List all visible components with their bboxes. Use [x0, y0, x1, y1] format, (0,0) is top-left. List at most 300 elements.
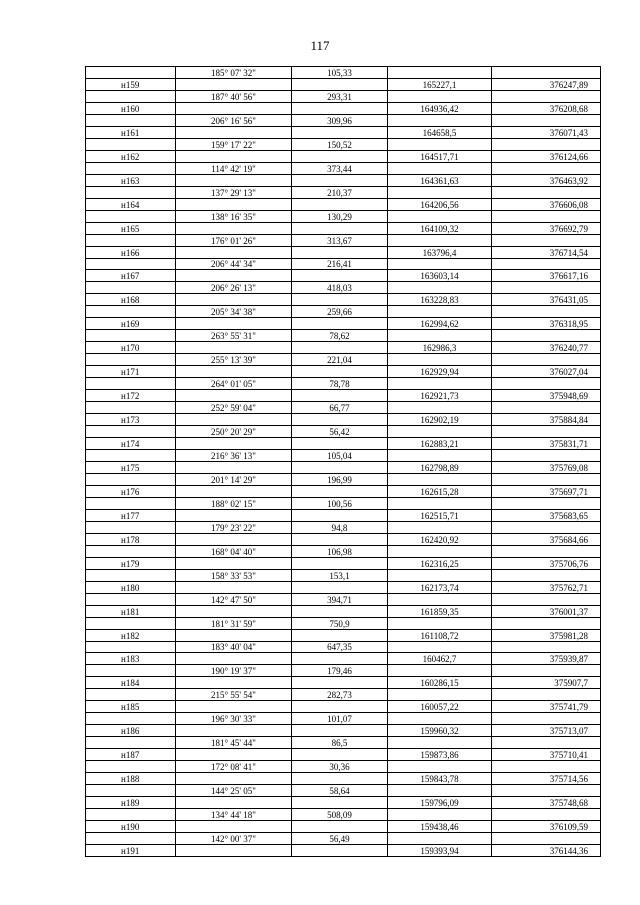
point-row [86, 629, 601, 641]
angle-cell: 158° 33' 53" [176, 569, 292, 581]
point-name-cell: н169 [86, 318, 176, 330]
angle-cell [176, 773, 292, 785]
x-coordinate-cell: 164109,32 [388, 222, 492, 234]
angle-cell: 138° 16' 35" [176, 210, 292, 222]
y-coordinate-cell: 375939,87 [492, 653, 601, 665]
point-row [86, 318, 601, 330]
point-name-cell [86, 234, 176, 246]
x-coordinate-cell: 161859,35 [388, 605, 492, 617]
point-name-cell: н171 [86, 366, 176, 378]
angle-cell: 250° 20' 29" [176, 426, 292, 438]
segment-row [86, 713, 601, 725]
x-coordinate-cell: 159438,46 [388, 821, 492, 833]
angle-cell [176, 246, 292, 258]
x-coordinate-cell: 164361,63 [388, 174, 492, 186]
y-coordinate-cell [492, 306, 601, 318]
angle-cell [176, 725, 292, 737]
point-row [86, 701, 601, 713]
distance-cell [292, 844, 388, 856]
distance-cell [292, 821, 388, 833]
point-name-cell [86, 809, 176, 821]
y-coordinate-cell: 375981,28 [492, 629, 601, 641]
point-name-cell: н187 [86, 749, 176, 761]
point-row [86, 246, 601, 258]
x-coordinate-cell: 159873,86 [388, 749, 492, 761]
y-coordinate-cell: 375831,71 [492, 438, 601, 450]
point-name-cell: н177 [86, 509, 176, 521]
y-coordinate-cell: 375884,84 [492, 414, 601, 426]
distance-cell: 216,41 [292, 258, 388, 270]
point-name-cell: н180 [86, 581, 176, 593]
angle-cell: 144° 25' 05" [176, 785, 292, 797]
point-name-cell: н174 [86, 438, 176, 450]
x-coordinate-cell: 159796,09 [388, 797, 492, 809]
segment-row [86, 665, 601, 677]
y-coordinate-cell [492, 665, 601, 677]
x-coordinate-cell [388, 258, 492, 270]
y-coordinate-cell [492, 521, 601, 533]
angle-cell: 179° 23' 22" [176, 521, 292, 533]
point-name-cell [86, 641, 176, 653]
angle-cell [176, 174, 292, 186]
distance-cell: 101,07 [292, 713, 388, 725]
y-coordinate-cell [492, 593, 601, 605]
y-coordinate-cell: 375762,71 [492, 581, 601, 593]
angle-cell: 142° 47' 50" [176, 593, 292, 605]
x-coordinate-cell: 160462,7 [388, 653, 492, 665]
x-coordinate-cell: 159393,94 [388, 844, 492, 856]
y-coordinate-cell [492, 641, 601, 653]
y-coordinate-cell [492, 330, 601, 342]
x-coordinate-cell: 164517,71 [388, 150, 492, 162]
y-coordinate-cell [492, 689, 601, 701]
angle-cell [176, 844, 292, 856]
angle-cell: 137° 29' 13" [176, 186, 292, 198]
point-name-cell [86, 282, 176, 294]
x-coordinate-cell: 160286,15 [388, 677, 492, 689]
point-row [86, 557, 601, 569]
point-row [86, 797, 601, 809]
point-name-cell: н181 [86, 605, 176, 617]
x-coordinate-cell [388, 306, 492, 318]
distance-cell: 210,37 [292, 186, 388, 198]
angle-cell: 205° 34' 38" [176, 306, 292, 318]
x-coordinate-cell [388, 330, 492, 342]
angle-cell: 181° 31' 59" [176, 617, 292, 629]
angle-cell: 190° 19' 37" [176, 665, 292, 677]
point-name-cell: н178 [86, 533, 176, 545]
y-coordinate-cell: 376431,05 [492, 294, 601, 306]
point-name-cell [86, 497, 176, 509]
y-coordinate-cell: 376606,08 [492, 198, 601, 210]
point-row [86, 677, 601, 689]
distance-cell [292, 366, 388, 378]
angle-cell: 114° 42' 19" [176, 162, 292, 174]
y-coordinate-cell: 375769,08 [492, 461, 601, 473]
x-coordinate-cell [388, 665, 492, 677]
angle-cell [176, 78, 292, 90]
point-row [86, 102, 601, 114]
y-coordinate-cell: 375706,76 [492, 557, 601, 569]
point-name-cell [86, 402, 176, 414]
distance-cell: 105,04 [292, 450, 388, 462]
point-name-cell: н184 [86, 677, 176, 689]
distance-cell [292, 485, 388, 497]
segment-row [86, 569, 601, 581]
angle-cell [176, 653, 292, 665]
x-coordinate-cell [388, 354, 492, 366]
distance-cell [292, 461, 388, 473]
segment-row [86, 473, 601, 485]
x-coordinate-cell: 164658,5 [388, 126, 492, 138]
angle-cell [176, 438, 292, 450]
angle-cell: 183° 40' 04" [176, 641, 292, 653]
distance-cell: 66,77 [292, 402, 388, 414]
point-row [86, 725, 601, 737]
x-coordinate-cell: 162615,28 [388, 485, 492, 497]
point-name-cell [86, 450, 176, 462]
x-coordinate-cell [388, 833, 492, 845]
y-coordinate-cell [492, 258, 601, 270]
point-name-cell [86, 426, 176, 438]
point-row [86, 198, 601, 210]
point-name-cell: н159 [86, 78, 176, 90]
coordinates-table-body [86, 67, 601, 857]
segment-row [86, 689, 601, 701]
y-coordinate-cell [492, 617, 601, 629]
point-row [86, 150, 601, 162]
y-coordinate-cell [492, 473, 601, 485]
distance-cell [292, 677, 388, 689]
distance-cell [292, 150, 388, 162]
x-coordinate-cell [388, 545, 492, 557]
x-coordinate-cell: 162798,89 [388, 461, 492, 473]
distance-cell: 179,46 [292, 665, 388, 677]
distance-cell [292, 270, 388, 282]
angle-cell [176, 342, 292, 354]
segment-row [86, 497, 601, 509]
x-coordinate-cell [388, 162, 492, 174]
y-coordinate-cell: 376208,68 [492, 102, 601, 114]
point-name-cell [86, 665, 176, 677]
point-row [86, 174, 601, 186]
segment-row [86, 641, 601, 653]
y-coordinate-cell: 375684,66 [492, 533, 601, 545]
point-name-cell [86, 785, 176, 797]
x-coordinate-cell [388, 569, 492, 581]
angle-cell [176, 390, 292, 402]
point-row [86, 773, 601, 785]
distance-cell: 78,78 [292, 378, 388, 390]
point-row [86, 342, 601, 354]
x-coordinate-cell: 160057,22 [388, 701, 492, 713]
y-coordinate-cell: 376247,89 [492, 78, 601, 90]
point-name-cell: н188 [86, 773, 176, 785]
x-coordinate-cell [388, 521, 492, 533]
x-coordinate-cell [388, 497, 492, 509]
point-name-cell: н161 [86, 126, 176, 138]
y-coordinate-cell: 376318,95 [492, 318, 601, 330]
point-row [86, 844, 601, 856]
point-name-cell: н164 [86, 198, 176, 210]
point-name-cell: н190 [86, 821, 176, 833]
angle-cell [176, 821, 292, 833]
angle-cell: 134° 44' 18" [176, 809, 292, 821]
point-row [86, 461, 601, 473]
segment-row [86, 761, 601, 773]
y-coordinate-cell [492, 450, 601, 462]
segment-row [86, 521, 601, 533]
point-name-cell: н185 [86, 701, 176, 713]
x-coordinate-cell [388, 689, 492, 701]
segment-row [86, 737, 601, 749]
distance-cell [292, 629, 388, 641]
x-coordinate-cell [388, 378, 492, 390]
angle-cell [176, 509, 292, 521]
segment-row [86, 354, 601, 366]
point-row [86, 438, 601, 450]
distance-cell [292, 198, 388, 210]
angle-cell: 206° 16' 56" [176, 114, 292, 126]
angle-cell: 142° 00' 37" [176, 833, 292, 845]
distance-cell [292, 438, 388, 450]
y-coordinate-cell [492, 90, 601, 102]
y-coordinate-cell: 375741,79 [492, 701, 601, 713]
distance-cell: 259,66 [292, 306, 388, 318]
distance-cell: 508,09 [292, 809, 388, 821]
segment-row [86, 258, 601, 270]
distance-cell: 309,96 [292, 114, 388, 126]
distance-cell [292, 414, 388, 426]
x-coordinate-cell: 162929,94 [388, 366, 492, 378]
point-name-cell [86, 210, 176, 222]
angle-cell [176, 294, 292, 306]
distance-cell: 105,33 [292, 67, 388, 79]
x-coordinate-cell: 162986,3 [388, 342, 492, 354]
segment-row [86, 90, 601, 102]
segment-row [86, 138, 601, 150]
distance-cell [292, 294, 388, 306]
y-coordinate-cell [492, 67, 601, 79]
angle-cell [176, 366, 292, 378]
point-name-cell [86, 378, 176, 390]
x-coordinate-cell: 163603,14 [388, 270, 492, 282]
distance-cell [292, 222, 388, 234]
angle-cell [176, 677, 292, 689]
y-coordinate-cell: 376001,37 [492, 605, 601, 617]
angle-cell: 201° 14' 29" [176, 473, 292, 485]
x-coordinate-cell [388, 210, 492, 222]
distance-cell [292, 557, 388, 569]
point-name-cell: н183 [86, 653, 176, 665]
point-row [86, 533, 601, 545]
distance-cell: 750,9 [292, 617, 388, 629]
distance-cell [292, 701, 388, 713]
point-row [86, 749, 601, 761]
x-coordinate-cell: 165227,1 [388, 78, 492, 90]
distance-cell: 56,42 [292, 426, 388, 438]
angle-cell: 206° 26' 13" [176, 282, 292, 294]
x-coordinate-cell: 159843,78 [388, 773, 492, 785]
x-coordinate-cell: 162420,92 [388, 533, 492, 545]
distance-cell: 196,99 [292, 473, 388, 485]
point-row [86, 126, 601, 138]
point-name-cell [86, 354, 176, 366]
point-name-cell: н175 [86, 461, 176, 473]
point-name-cell [86, 67, 176, 79]
x-coordinate-cell [388, 785, 492, 797]
angle-cell: 252° 59' 04" [176, 402, 292, 414]
angle-cell [176, 461, 292, 473]
x-coordinate-cell [388, 761, 492, 773]
point-row [86, 366, 601, 378]
y-coordinate-cell [492, 354, 601, 366]
point-name-cell: н170 [86, 342, 176, 354]
point-name-cell: н173 [86, 414, 176, 426]
angle-cell: 181° 45' 44" [176, 737, 292, 749]
distance-cell: 56,49 [292, 833, 388, 845]
distance-cell: 418,03 [292, 282, 388, 294]
segment-row [86, 234, 601, 246]
x-coordinate-cell: 162515,71 [388, 509, 492, 521]
y-coordinate-cell: 375710,41 [492, 749, 601, 761]
point-name-cell: н167 [86, 270, 176, 282]
distance-cell [292, 605, 388, 617]
y-coordinate-cell [492, 402, 601, 414]
segment-row [86, 186, 601, 198]
angle-cell [176, 797, 292, 809]
distance-cell [292, 390, 388, 402]
distance-cell: 30,36 [292, 761, 388, 773]
page-number: 117 [310, 38, 330, 53]
y-coordinate-cell: 376240,77 [492, 342, 601, 354]
y-coordinate-cell: 376109,59 [492, 821, 601, 833]
segment-row [86, 67, 601, 79]
y-coordinate-cell [492, 569, 601, 581]
x-coordinate-cell [388, 67, 492, 79]
segment-row [86, 282, 601, 294]
angle-cell [176, 126, 292, 138]
x-coordinate-cell: 162316,25 [388, 557, 492, 569]
segment-row [86, 617, 601, 629]
y-coordinate-cell [492, 162, 601, 174]
angle-cell: 187° 40' 56" [176, 90, 292, 102]
angle-cell [176, 102, 292, 114]
segment-row [86, 785, 601, 797]
segment-row [86, 809, 601, 821]
x-coordinate-cell [388, 234, 492, 246]
segment-row [86, 545, 601, 557]
angle-cell [176, 485, 292, 497]
x-coordinate-cell: 159960,32 [388, 725, 492, 737]
point-name-cell [86, 713, 176, 725]
point-name-cell [86, 90, 176, 102]
x-coordinate-cell: 164936,42 [388, 102, 492, 114]
distance-cell: 106,98 [292, 545, 388, 557]
y-coordinate-cell [492, 761, 601, 773]
y-coordinate-cell: 375714,56 [492, 773, 601, 785]
angle-cell [176, 701, 292, 713]
angle-cell: 172° 08' 41" [176, 761, 292, 773]
point-name-cell: н160 [86, 102, 176, 114]
distance-cell: 100,56 [292, 497, 388, 509]
point-name-cell: н162 [86, 150, 176, 162]
distance-cell: 647,35 [292, 641, 388, 653]
angle-cell [176, 629, 292, 641]
point-name-cell: н168 [86, 294, 176, 306]
y-coordinate-cell [492, 186, 601, 198]
point-row [86, 270, 601, 282]
distance-cell [292, 318, 388, 330]
point-name-cell: н166 [86, 246, 176, 258]
angle-cell [176, 198, 292, 210]
angle-cell: 188° 02' 15" [176, 497, 292, 509]
angle-cell [176, 222, 292, 234]
angle-cell [176, 557, 292, 569]
point-row [86, 414, 601, 426]
x-coordinate-cell [388, 737, 492, 749]
y-coordinate-cell [492, 378, 601, 390]
point-row [86, 222, 601, 234]
y-coordinate-cell [492, 713, 601, 725]
x-coordinate-cell: 162173,74 [388, 581, 492, 593]
segment-row [86, 378, 601, 390]
point-name-cell: н172 [86, 390, 176, 402]
distance-cell [292, 533, 388, 545]
angle-cell: 159° 17' 22" [176, 138, 292, 150]
y-coordinate-cell: 375713,07 [492, 725, 601, 737]
x-coordinate-cell: 164206,56 [388, 198, 492, 210]
x-coordinate-cell: 162921,73 [388, 390, 492, 402]
angle-cell: 168° 04' 40" [176, 545, 292, 557]
distance-cell [292, 174, 388, 186]
y-coordinate-cell: 375907,7 [492, 677, 601, 689]
y-coordinate-cell [492, 426, 601, 438]
point-name-cell: н163 [86, 174, 176, 186]
x-coordinate-cell: 163228,83 [388, 294, 492, 306]
distance-cell: 394,71 [292, 593, 388, 605]
angle-cell [176, 581, 292, 593]
angle-cell [176, 749, 292, 761]
y-coordinate-cell [492, 809, 601, 821]
point-name-cell: н176 [86, 485, 176, 497]
distance-cell: 86,5 [292, 737, 388, 749]
distance-cell [292, 581, 388, 593]
y-coordinate-cell [492, 234, 601, 246]
segment-row [86, 833, 601, 845]
point-name-cell [86, 737, 176, 749]
distance-cell [292, 246, 388, 258]
y-coordinate-cell: 376071,43 [492, 126, 601, 138]
point-row [86, 390, 601, 402]
angle-cell: 185° 07' 32" [176, 67, 292, 79]
x-coordinate-cell: 163796,4 [388, 246, 492, 258]
x-coordinate-cell: 162902,19 [388, 414, 492, 426]
x-coordinate-cell [388, 90, 492, 102]
point-row [86, 821, 601, 833]
x-coordinate-cell [388, 593, 492, 605]
point-name-cell [86, 473, 176, 485]
x-coordinate-cell [388, 282, 492, 294]
distance-cell [292, 773, 388, 785]
angle-cell: 196° 30' 33" [176, 713, 292, 725]
angle-cell [176, 414, 292, 426]
angle-cell [176, 150, 292, 162]
point-name-cell [86, 521, 176, 533]
point-name-cell [86, 833, 176, 845]
angle-cell: 263° 55' 31" [176, 330, 292, 342]
x-coordinate-cell [388, 713, 492, 725]
